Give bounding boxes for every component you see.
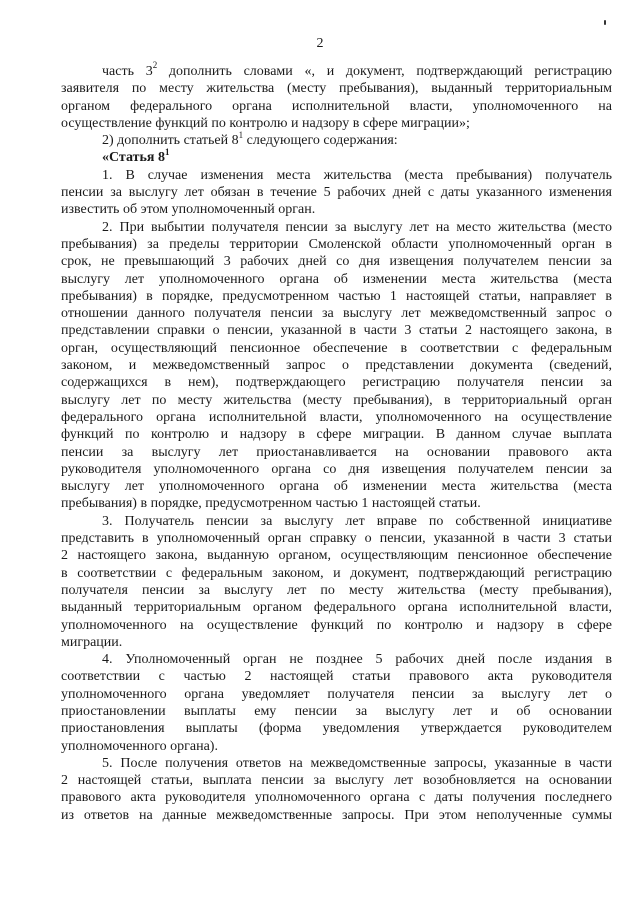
text-run: органом федерального органа исполнительной власти, уполномоченного на	[61, 98, 612, 114]
text-line	[61, 495, 612, 512]
text-line	[61, 634, 612, 651]
text-run: соответствии с частью 2 настоящей статьи правового акта руководителя	[61, 669, 612, 685]
text-line	[61, 322, 612, 339]
text-run: приостановления выплаты (форма уведомления утверждается руководителем	[61, 721, 612, 737]
text-line	[61, 167, 612, 184]
text-run: из ответов на данные межведомственные запросы. При этом неполученные суммы	[61, 807, 612, 823]
text-run: уполномоченного органа уведомляет получателя пенсии за выслугу лет о	[61, 686, 612, 702]
text-run: пребывания) в порядке, предусмотренном частью 1 настоящей статьи.	[61, 496, 481, 512]
text-run: содержащихся в нем), подтверждающего регистрацию получателя пенсии за	[61, 375, 612, 391]
text-run: представлении справки о пенсии, указанной в части 3 статьи 2 настоящего закона, в	[61, 323, 612, 339]
text-line	[61, 686, 612, 703]
text-run: представить в уполномоченный орган справку о пенсии, указанной в части 3 статьи	[61, 531, 612, 547]
text-line	[61, 201, 612, 218]
text-run: следующего содержания:	[243, 133, 398, 149]
text-line	[61, 772, 612, 789]
article-heading	[61, 146, 612, 166]
superscript: 1	[164, 146, 170, 157]
text-run: законом, и межведомственный запрос о представлении документа (сведений,	[61, 358, 612, 374]
text-line	[61, 374, 612, 391]
text-run: 4. Уполномоченный орган не позднее 5 рабочих дней после издания в	[102, 652, 612, 668]
text-line	[61, 219, 612, 236]
text-run: получателя пенсии за выслугу лет по месту жительства (месту пребывания),	[61, 582, 612, 598]
text-run: 3. Получатель пенсии за выслугу лет вправе по собственной инициативе	[102, 513, 612, 529]
text-line	[61, 720, 612, 737]
text-run: приостановлении выплаты ему пенсии за выслугу лет и об основании	[61, 703, 612, 719]
text-line	[61, 582, 612, 599]
text-run: функций по контролю и надзору в сфере миграции. В данном случае выплата	[61, 427, 612, 443]
text-run: 2 настоящего закона, выданную органом, осуществляющим пенсионное обеспечение	[61, 548, 612, 564]
text-run: руководителя уполномоченного органа со дня извещения получателем пенсии за	[61, 461, 612, 477]
text-line	[61, 392, 612, 409]
text-line	[61, 547, 612, 564]
text-run: выслугу лет по месту жительства (месту пребывания), в территориальный орган	[61, 392, 612, 408]
text-line	[61, 444, 612, 461]
text-line	[61, 80, 612, 97]
text-run: пенсии за выслугу лет обязан в течение 5 рабочих дней с даты указанного изменения	[61, 185, 612, 201]
text-run: выслугу лет уполномоченного органа об изменении места жительства (места	[61, 271, 612, 287]
text-line	[61, 565, 612, 582]
text-line	[61, 253, 612, 270]
text-run: 2. При выбытии получателя пенсии за выслугу лет на место жительства (место	[102, 219, 612, 235]
text-run: орган, осуществляющий пенсионное обеспечение в соответствии с федеральным	[61, 340, 612, 356]
text-line	[61, 461, 612, 478]
text-run: «Статья 8	[102, 150, 165, 166]
text-line	[61, 115, 612, 132]
text-line	[61, 426, 612, 443]
text-line	[61, 738, 612, 755]
text-run: заявителя по месту жительства (месту пребывания), выданный территориальным	[61, 81, 612, 97]
scan-speck	[604, 20, 606, 25]
text-line	[61, 789, 612, 806]
text-run: уполномоченного органа).	[61, 738, 218, 754]
text-line	[61, 530, 612, 547]
text-line	[61, 755, 612, 772]
text-line	[61, 478, 612, 495]
text-line	[61, 651, 612, 668]
superscript: 1	[238, 129, 244, 140]
text-run: уполномоченного на осуществление функций по контролю и надзору в сфере	[61, 617, 612, 633]
text-line	[61, 617, 612, 634]
text-run: правового акта руководителя уполномоченного органа с даты получения последнего	[61, 790, 612, 806]
text-line	[61, 60, 612, 80]
text-line	[61, 184, 612, 201]
text-line	[61, 703, 612, 720]
text-run: пребывания) за пределы территории Смоленской области уполномоченный орган в	[61, 236, 612, 252]
page-number: 2	[316, 36, 324, 51]
text-line	[61, 236, 612, 253]
text-run: срок, не превышающий 3 рабочих дней со дня извещения получателем пенсии за	[61, 254, 612, 270]
text-run: осуществление функций по контролю и надзору в сфере миграции»;	[61, 115, 470, 131]
text-line	[61, 513, 612, 530]
text-run: дополнить словами «, и документ, подтверждающий регистрацию	[157, 64, 612, 79]
text-run: пребывания) в порядке, предусмотренном частью 1 настоящей статьи, направляет в	[61, 288, 612, 304]
text-line	[61, 340, 612, 357]
text-line	[61, 271, 612, 288]
text-line	[61, 409, 612, 426]
text-line	[61, 599, 612, 616]
text-run: в соответствии с федеральным законом, и документ, подтверждающий регистрацию	[61, 565, 612, 581]
text-run: часть 3	[102, 64, 153, 79]
text-line	[61, 288, 612, 305]
text-line	[61, 668, 612, 685]
text-run: 1. В случае изменения места жительства (места пребывания) получатель	[102, 167, 612, 183]
text-run: 2) дополнить статьей 8	[102, 133, 239, 149]
text-run: миграции.	[61, 634, 123, 650]
document-body	[61, 60, 612, 824]
text-run: пенсии за выслугу лет приостанавливается на основании правового акта	[61, 444, 612, 460]
text-run: известить об этом уполномоченный орган.	[61, 202, 316, 218]
text-run: 5. После получения ответов на межведомственные запросы, указанные в части	[102, 755, 612, 771]
text-line	[61, 357, 612, 374]
superscript: 2	[152, 60, 158, 71]
text-line	[61, 305, 612, 322]
text-line	[61, 807, 612, 824]
text-run: отношении данного получателя пенсии за выслугу лет межведомственный запрос о	[61, 306, 612, 322]
text-run: федерального органа исполнительной власти, уполномоченного на осуществление	[61, 409, 612, 425]
text-line	[61, 129, 612, 149]
text-run: выслугу лет уполномоченного органа об изменении места жительства (места	[61, 479, 612, 495]
text-run: 2 настоящей статьи, выплата пенсии за выслугу лет возобновляется на основании	[61, 773, 612, 789]
text-line	[61, 98, 612, 115]
text-run: выданный территориальным органом федерального органа исполнительной власти,	[61, 600, 612, 616]
